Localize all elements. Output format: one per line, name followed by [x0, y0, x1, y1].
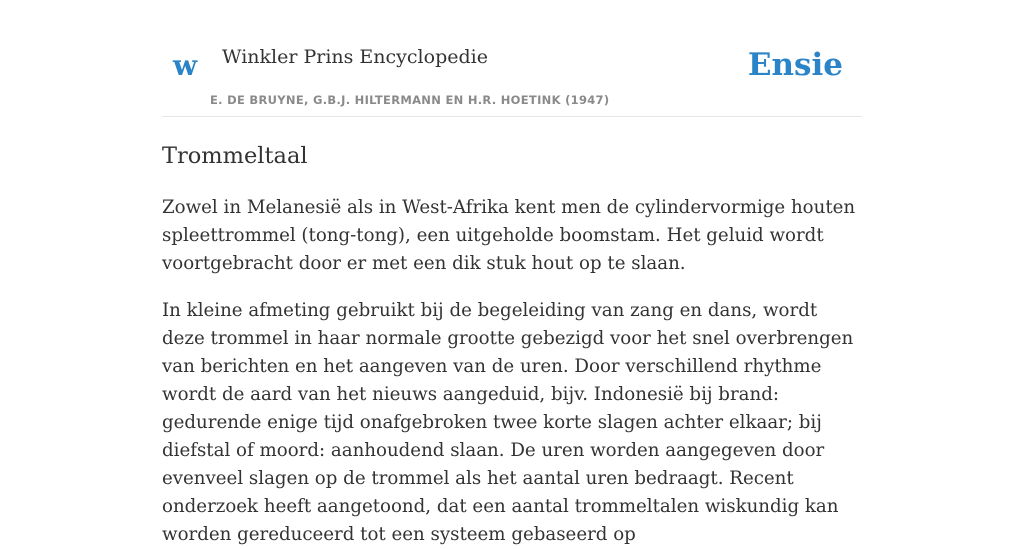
- article: [162, 143, 862, 549]
- article-paragraph: In kleine afmeting gebruikt bij de begeleiding van zang en dans, wordt deze trommel in haar normale grootte gebezigd voor het snel overbrengen van berichten en het aangeven van de uren. Door verschillend rhythme wordt de aard van het nieuws aangeduid, bijv. Indonesië bij brand: gedurende enige tijd onafgebroken twee korte slagen achter elkaar; bij diefstal of moord: aanhoudend slaan. De uren worden aangegeven door evenveel slagen op de trommel als het aantal uren bedraagt. Recent onderzoek heeft aangetoond, dat een aantal trommeltalen wiskundig kan worden gereduceerd tot een systeem gebaseerd op: [162, 300, 854, 545]
- article-paragraph: Zowel in Melanesië als in West-Afrika kent men de cylindervormige houten spleettrommel (tong-tong), een uitgeholde boomstam. Het geluid wordt voortgebracht door er met een dik stuk hout op te slaan.: [162, 197, 856, 274]
- authors-line: E. DE BRUYNE, G.B.J. HILTERMANN EN H.R. HOETINK (1947): [210, 93, 610, 107]
- logo-w[interactable]: w: [173, 49, 198, 82]
- site-header: [162, 0, 862, 117]
- site-title: Winkler Prins Encyclopedie: [222, 46, 488, 68]
- article-title: Trommeltaal: [162, 143, 308, 169]
- page: [162, 0, 862, 549]
- ensie-logo-link[interactable]: Ensie: [747, 47, 843, 83]
